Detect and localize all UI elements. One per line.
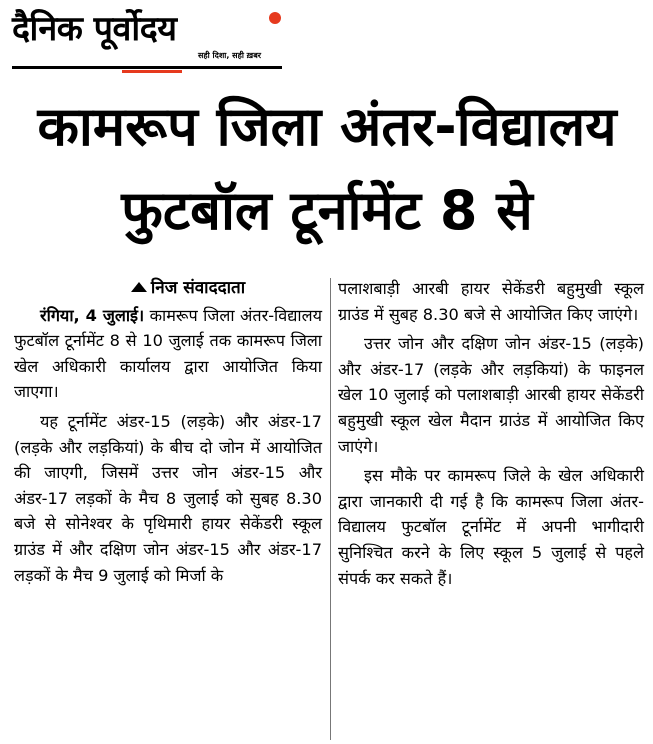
article-paragraph-4: इस मौके पर कामरूप जिले के खेल अधिकारी द्वारा जानकारी दी गई है कि कामरूप जिला अंतर-विद्यालय फुटबॉल टूर्नामेंट में अपनी भागीदारी सुनिश्चित करने के लिए स्कूल 5 जुलाई से पहले संपर्क कर सकते हैं। bbox=[338, 466, 644, 588]
masthead-tagline: सही दिशा, सही ख़बर bbox=[198, 51, 262, 60]
article-column-1 bbox=[14, 276, 322, 588]
masthead-rule bbox=[12, 66, 282, 69]
headline-line-1: कामरूप जिला अंतर-विद्यालय bbox=[37, 95, 617, 158]
paragraph-1-text: कामरूप जिला अंतर-विद्यालय फुटबॉल टूर्नामेंट 8 से 10 जुलाई तक कामरूप जिला खेल अधिकारी कार्यालय द्वारा आयोजित किया जाएगा। bbox=[14, 305, 322, 402]
column-divider bbox=[330, 278, 331, 740]
masthead-accent-rule bbox=[122, 70, 182, 73]
newspaper-logo: दैनिक पूर्वोदय bbox=[12, 9, 177, 49]
triangle-icon bbox=[131, 282, 147, 292]
article-paragraph-3: उत्तर जोन और दक्षिण जोन अंडर-15 (लड़के) और अंडर-17 (लड़के और लड़कियां) के फाइनल खेल 10 जुलाई को पलाशबाड़ी आरबी हायर सेकेंडरी बहुमुखी स्कूल खेल मैदान ग्राउंड में आयोजित किए जाएंगे। bbox=[338, 334, 644, 456]
article-paragraph-1 bbox=[14, 303, 322, 405]
byline-text: निज संवाददाता bbox=[150, 278, 246, 298]
masthead bbox=[12, 4, 282, 70]
logo-dot-icon bbox=[269, 12, 281, 24]
headline-line-2: फुटबॉल टूर्नामेंट 8 से bbox=[121, 179, 533, 242]
byline bbox=[54, 276, 322, 302]
article-paragraph-2-continued: पलाशबाड़ी आरबी हायर सेकेंडरी बहुमुखी स्कूल ग्राउंड में सुबह 8.30 बजे से आयोजित किए जाएंगे। bbox=[338, 279, 644, 324]
article-paragraph-2: यह टूर्नामेंट अंडर-15 (लड़के) और अंडर-17 (लड़के और लड़कियां) के बीच दो जोन में आयोजित की जाएगी, जिसमें उत्तर जोन अंडर-15 और अंडर-17 लड़कों के मैच 8 जुलाई को सुबह 8.30 बजे से सोनेश्वर के पृथिमारी हायर सेकेंडरी स्कूल ग्राउंड में और दक्षिण जोन अंडर-15 और अंडर-17 लड़कों के मैच 9 जुलाई को मिर्जा के bbox=[14, 411, 322, 585]
article-column-2 bbox=[338, 276, 644, 591]
dateline: रंगिया, 4 जुलाई। bbox=[40, 305, 145, 325]
